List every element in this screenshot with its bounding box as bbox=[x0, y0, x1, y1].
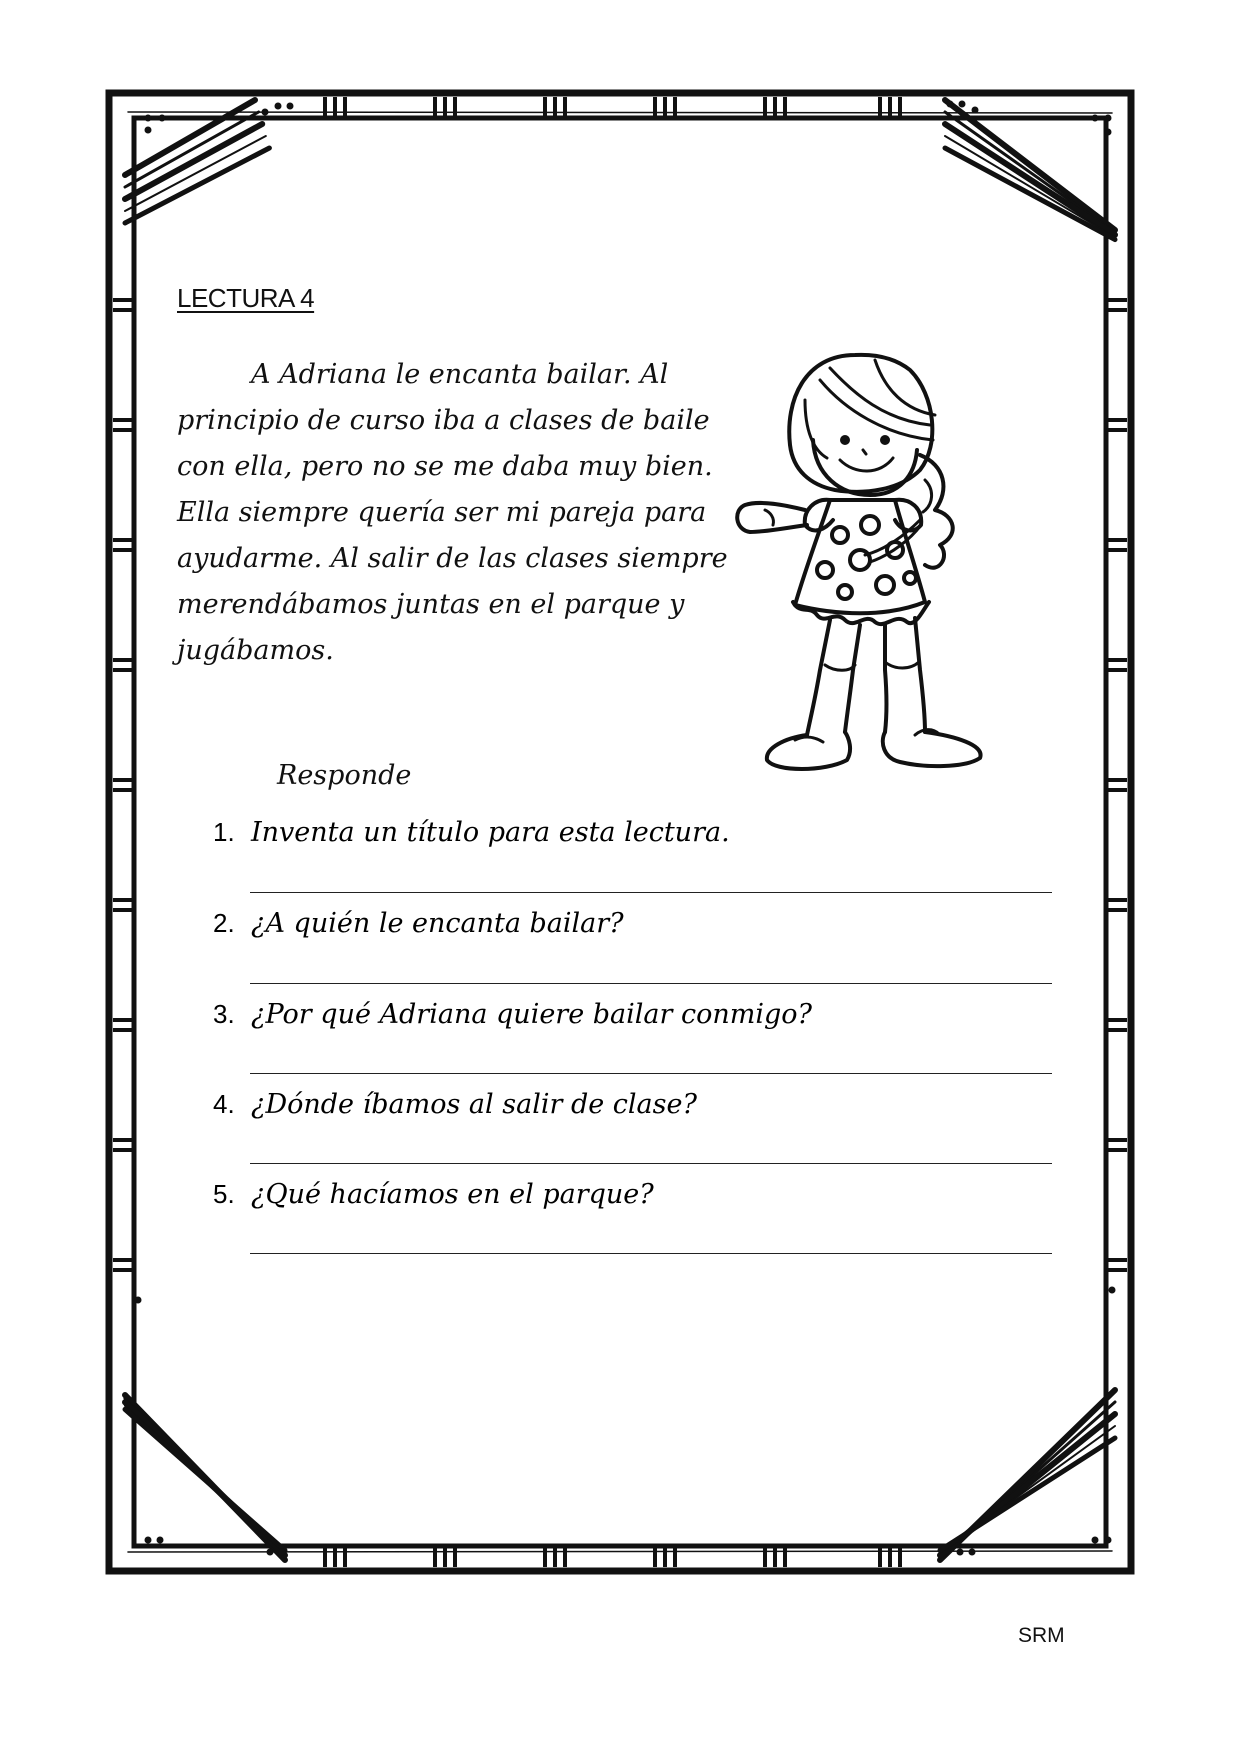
question-number: 1. bbox=[213, 817, 235, 847]
answer-line-2[interactable] bbox=[250, 983, 1052, 984]
question-text: ¿Dónde íbamos al salir de clase? bbox=[251, 1089, 697, 1120]
question-number: 3. bbox=[213, 999, 235, 1029]
reading-line: A Adriana le encanta bailar. Al bbox=[251, 359, 669, 390]
answer-line-3[interactable] bbox=[250, 1073, 1052, 1074]
footer-initials: SRM bbox=[1018, 1624, 1065, 1647]
question-text: Inventa un título para esta lectura. bbox=[251, 817, 730, 848]
responde-label: Responde bbox=[277, 760, 412, 791]
worksheet-title: LECTURA 4 bbox=[177, 283, 315, 313]
question-number: 4. bbox=[213, 1089, 235, 1119]
reading-line: jugábamos. bbox=[177, 635, 334, 666]
question-text: ¿Qué hacíamos en el parque? bbox=[251, 1179, 654, 1210]
reading-line: Ella siempre quería ser mi pareja para bbox=[177, 497, 707, 528]
answer-line-5[interactable] bbox=[250, 1253, 1052, 1254]
dancing-girl-icon bbox=[735, 340, 1035, 780]
reading-line: merendábamos juntas en el parque y bbox=[177, 589, 685, 620]
answer-line-1[interactable] bbox=[250, 892, 1052, 893]
question-number: 5. bbox=[213, 1179, 235, 1209]
question-text: ¿Por qué Adriana quiere bailar conmigo? bbox=[251, 999, 813, 1030]
reading-text bbox=[177, 352, 728, 674]
question-text: ¿A quién le encanta bailar? bbox=[251, 908, 624, 939]
answer-line-4[interactable] bbox=[250, 1163, 1052, 1164]
reading-line: principio de curso iba a clases de baile bbox=[177, 405, 710, 436]
question-number: 2. bbox=[213, 908, 235, 938]
reading-line: ayudarme. Al salir de las clases siempre bbox=[177, 543, 728, 574]
reading-line: con ella, pero no se me daba muy bien. bbox=[177, 451, 713, 482]
